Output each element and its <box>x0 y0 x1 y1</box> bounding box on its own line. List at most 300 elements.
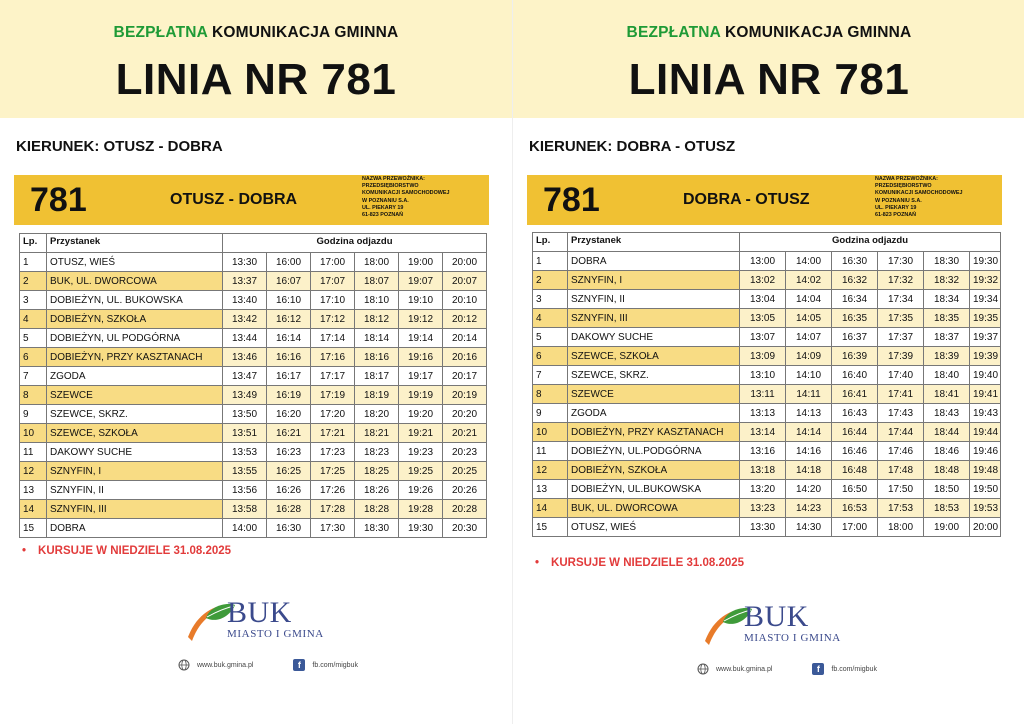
departure-time: 13:00 <box>740 252 786 271</box>
departure-time: 17:34 <box>878 290 924 309</box>
departure-time: 17:50 <box>878 480 924 499</box>
departure-time: 19:50 <box>970 480 1001 499</box>
carrier-line: PRZEDSIĘBIORSTWO <box>875 183 932 190</box>
website-link[interactable]: www.buk.gmina.pl <box>716 665 773 673</box>
departure-time: 13:09 <box>740 347 786 366</box>
globe-icon <box>697 663 709 675</box>
departure-time: 18:48 <box>924 461 970 480</box>
departure-time: 17:39 <box>878 347 924 366</box>
departure-time: 16:12 <box>267 310 311 329</box>
departure-time: 18:26 <box>355 481 399 500</box>
departure-time: 18:30 <box>924 252 970 271</box>
table-row <box>533 309 1001 328</box>
departure-time: 13:55 <box>223 462 267 481</box>
departure-time: 20:26 <box>443 481 487 500</box>
carrier-line: UL. PIEKARY 19 <box>362 204 404 211</box>
departure-time: 14:02 <box>786 271 832 290</box>
departure-time: 13:30 <box>740 518 786 537</box>
departure-time: 13:50 <box>223 405 267 424</box>
departure-time: 18:16 <box>355 348 399 367</box>
table-row <box>20 272 487 291</box>
header-subtitle <box>0 24 512 42</box>
departure-time: 13:37 <box>223 272 267 291</box>
departure-time: 19:53 <box>970 499 1001 518</box>
departure-time: 13:11 <box>740 385 786 404</box>
departure-time: 18:12 <box>355 310 399 329</box>
table-row <box>20 348 487 367</box>
stop-number: 13 <box>20 481 47 500</box>
departure-time: 20:30 <box>443 519 487 538</box>
departure-time: 19:30 <box>399 519 443 538</box>
table-row <box>533 366 1001 385</box>
departure-time: 13:13 <box>740 404 786 423</box>
departure-time: 16:20 <box>267 405 311 424</box>
departure-time: 18:25 <box>355 462 399 481</box>
departure-time: 19:17 <box>399 367 443 386</box>
stop-name: SZEWCE, SZKOŁA <box>568 347 740 366</box>
departure-time: 14:07 <box>786 328 832 347</box>
departure-time: 14:04 <box>786 290 832 309</box>
departure-time: 19:07 <box>399 272 443 291</box>
departure-time: 13:58 <box>223 500 267 519</box>
carrier-line: W POZNANIU S.A. <box>362 197 409 204</box>
stop-number: 12 <box>533 461 568 480</box>
departure-time: 20:14 <box>443 329 487 348</box>
stop-name: OTUSZ, WIEŚ <box>47 253 223 272</box>
bullet-icon: • <box>535 557 540 569</box>
table-row <box>533 385 1001 404</box>
departure-time: 19:41 <box>970 385 1001 404</box>
departure-time: 18:07 <box>355 272 399 291</box>
departure-time: 13:18 <box>740 461 786 480</box>
departure-time: 20:20 <box>443 405 487 424</box>
carrier-line: UL. PIEKARY 19 <box>875 204 917 211</box>
stop-number: 9 <box>20 405 47 424</box>
free-label: BEZPŁATNA <box>113 24 208 41</box>
departure-time: 20:00 <box>443 253 487 272</box>
header-stop: Przystanek <box>568 233 740 252</box>
departure-time: 19:40 <box>970 366 1001 385</box>
departure-time: 17:00 <box>832 518 878 537</box>
stop-number: 8 <box>20 386 47 405</box>
stop-number: 5 <box>533 328 568 347</box>
departure-time: 16:00 <box>267 253 311 272</box>
departure-time: 18:14 <box>355 329 399 348</box>
stop-name: SZNYFIN, II <box>47 481 223 500</box>
stop-name: ZGODA <box>568 404 740 423</box>
logo-subtitle: MIASTO I GMINA <box>227 628 324 640</box>
departure-time: 14:00 <box>223 519 267 538</box>
departure-time: 20:10 <box>443 291 487 310</box>
departure-time: 13:49 <box>223 386 267 405</box>
departure-time: 16:30 <box>832 252 878 271</box>
departure-time: 18:40 <box>924 366 970 385</box>
departure-time: 17:53 <box>878 499 924 518</box>
departure-time: 16:16 <box>267 348 311 367</box>
stop-number: 10 <box>533 423 568 442</box>
stop-name: OTUSZ, WIEŚ <box>568 518 740 537</box>
departure-time: 19:16 <box>399 348 443 367</box>
departure-time: 17:07 <box>311 272 355 291</box>
departure-time: 14:14 <box>786 423 832 442</box>
departure-time: 17:30 <box>878 252 924 271</box>
stop-number: 14 <box>20 500 47 519</box>
departure-time: 18:21 <box>355 424 399 443</box>
stop-name: DOBIEŻYN, UL.PODGÓRNA <box>568 442 740 461</box>
departure-time: 16:14 <box>267 329 311 348</box>
table-row <box>20 462 487 481</box>
stop-number: 4 <box>533 309 568 328</box>
departure-time: 16:53 <box>832 499 878 518</box>
stop-number: 2 <box>20 272 47 291</box>
header-times: Godzina odjazdu <box>223 234 487 253</box>
footer <box>697 663 877 675</box>
departure-time: 14:20 <box>786 480 832 499</box>
departure-time: 18:46 <box>924 442 970 461</box>
table-row <box>533 271 1001 290</box>
logo-name: BUK <box>227 596 292 629</box>
stop-name: DOBIEŻYN, UL PODGÓRNA <box>47 329 223 348</box>
departure-time: 18:10 <box>355 291 399 310</box>
departure-time: 14:09 <box>786 347 832 366</box>
departure-time: 17:20 <box>311 405 355 424</box>
table-row <box>20 519 487 538</box>
stop-number: 6 <box>20 348 47 367</box>
departure-time: 19:39 <box>970 347 1001 366</box>
departure-time: 17:17 <box>311 367 355 386</box>
website-link[interactable]: www.buk.gmina.pl <box>197 661 254 669</box>
stop-number: 15 <box>20 519 47 538</box>
header-stop: Przystanek <box>47 234 223 253</box>
departure-time: 19:00 <box>924 518 970 537</box>
direction-label: KIERUNEK: OTUSZ - DOBRA <box>16 138 223 155</box>
stop-name: SZEWCE, SKRZ. <box>568 366 740 385</box>
stop-number: 6 <box>533 347 568 366</box>
stop-number: 14 <box>533 499 568 518</box>
timetable <box>532 232 1001 537</box>
departure-time: 19:34 <box>970 290 1001 309</box>
departure-time: 16:23 <box>267 443 311 462</box>
departure-time: 20:17 <box>443 367 487 386</box>
departure-time: 16:25 <box>267 462 311 481</box>
departure-time: 18:17 <box>355 367 399 386</box>
stop-number: 2 <box>533 271 568 290</box>
route-label: DOBRA - OTUSZ <box>683 191 810 208</box>
departure-time: 19:23 <box>399 443 443 462</box>
departure-time: 18:43 <box>924 404 970 423</box>
departure-time: 13:51 <box>223 424 267 443</box>
departure-time: 19:32 <box>970 271 1001 290</box>
facebook-icon: f <box>812 663 824 675</box>
logo-subtitle: MIASTO I GMINA <box>744 632 841 644</box>
departure-time: 17:16 <box>311 348 355 367</box>
departure-time: 17:48 <box>878 461 924 480</box>
stop-number: 3 <box>20 291 47 310</box>
departure-time: 16:32 <box>832 271 878 290</box>
departure-time: 14:16 <box>786 442 832 461</box>
stop-name: ZGODA <box>47 367 223 386</box>
transport-label: KOMUNIKACJA GMINNA <box>212 24 399 41</box>
line-band <box>527 175 1002 225</box>
departure-time: 16:35 <box>832 309 878 328</box>
departure-time: 17:10 <box>311 291 355 310</box>
table-row <box>20 367 487 386</box>
stop-name: SZNYFIN, III <box>568 309 740 328</box>
departure-time: 17:32 <box>878 271 924 290</box>
departure-time: 18:41 <box>924 385 970 404</box>
table-row <box>533 518 1001 537</box>
departure-time: 16:48 <box>832 461 878 480</box>
departure-time: 13:47 <box>223 367 267 386</box>
table-header-row <box>533 233 1001 252</box>
departure-time: 17:12 <box>311 310 355 329</box>
departure-time: 18:32 <box>924 271 970 290</box>
transport-label: KOMUNIKACJA GMINNA <box>725 24 912 41</box>
departure-time: 16:07 <box>267 272 311 291</box>
carrier-info <box>875 176 962 219</box>
departure-time: 16:26 <box>267 481 311 500</box>
departure-time: 16:19 <box>267 386 311 405</box>
facebook-link[interactable]: fb.com/migbuk <box>312 661 358 669</box>
departure-time: 17:21 <box>311 424 355 443</box>
departure-time: 19:26 <box>399 481 443 500</box>
departure-time: 19:20 <box>399 405 443 424</box>
departure-time: 13:16 <box>740 442 786 461</box>
departure-time: 17:25 <box>311 462 355 481</box>
departure-time: 18:20 <box>355 405 399 424</box>
carrier-line: PRZEDSIĘBIORSTWO <box>362 183 419 190</box>
departure-time: 18:44 <box>924 423 970 442</box>
departure-time: 13:04 <box>740 290 786 309</box>
stop-number: 11 <box>20 443 47 462</box>
table-row <box>20 481 487 500</box>
table-row <box>20 310 487 329</box>
departure-time: 17:35 <box>878 309 924 328</box>
departure-time: 17:44 <box>878 423 924 442</box>
note-text: KURSUJE W NIEDZIELE 31.08.2025 <box>551 557 745 569</box>
departure-time: 20:25 <box>443 462 487 481</box>
stop-name: DOBIEŻYN, PRZY KASZTANACH <box>47 348 223 367</box>
departure-time: 14:05 <box>786 309 832 328</box>
stop-name: SZNYFIN, I <box>568 271 740 290</box>
departure-time: 14:00 <box>786 252 832 271</box>
departure-time: 17:30 <box>311 519 355 538</box>
departure-time: 13:02 <box>740 271 786 290</box>
table-row <box>20 405 487 424</box>
departure-time: 20:21 <box>443 424 487 443</box>
timetable-panel-dobra-otusz <box>512 0 1024 724</box>
departure-time: 19:48 <box>970 461 1001 480</box>
departure-time: 17:28 <box>311 500 355 519</box>
departure-time: 19:19 <box>399 386 443 405</box>
departure-time: 18:34 <box>924 290 970 309</box>
departure-time: 13:30 <box>223 253 267 272</box>
header-banner <box>513 0 1024 118</box>
departure-time: 16:21 <box>267 424 311 443</box>
departure-time: 18:00 <box>878 518 924 537</box>
table-row <box>533 480 1001 499</box>
departure-time: 16:41 <box>832 385 878 404</box>
stop-name: SZNYFIN, I <box>47 462 223 481</box>
service-note <box>535 557 744 569</box>
departure-time: 20:12 <box>443 310 487 329</box>
carrier-line: NAZWA PRZEWOŹNIKA: <box>362 176 425 182</box>
table-row <box>533 442 1001 461</box>
departure-time: 16:10 <box>267 291 311 310</box>
departure-time: 19:44 <box>970 423 1001 442</box>
departure-time: 18:23 <box>355 443 399 462</box>
departure-time: 16:40 <box>832 366 878 385</box>
table-row <box>533 290 1001 309</box>
departure-time: 13:40 <box>223 291 267 310</box>
line-number: 781 <box>30 181 87 219</box>
departure-time: 19:14 <box>399 329 443 348</box>
departure-time: 17:37 <box>878 328 924 347</box>
stop-number: 5 <box>20 329 47 348</box>
table-row <box>20 386 487 405</box>
stop-name: SZEWCE, SZKOŁA <box>47 424 223 443</box>
departure-time: 16:34 <box>832 290 878 309</box>
route-label: OTUSZ - DOBRA <box>170 191 298 208</box>
stop-name: SZEWCE, SKRZ. <box>47 405 223 424</box>
note-text: KURSUJE W NIEDZIELE 31.08.2025 <box>38 545 232 557</box>
carrier-line: 61-823 POZNAŃ <box>875 212 917 219</box>
departure-time: 16:50 <box>832 480 878 499</box>
departure-time: 18:39 <box>924 347 970 366</box>
stop-name: SZNYFIN, III <box>47 500 223 519</box>
stop-number: 13 <box>533 480 568 499</box>
departure-time: 18:28 <box>355 500 399 519</box>
departure-time: 14:10 <box>786 366 832 385</box>
stop-name: DAKOWY SUCHE <box>47 443 223 462</box>
departure-time: 16:30 <box>267 519 311 538</box>
service-note <box>22 545 231 557</box>
stop-number: 1 <box>20 253 47 272</box>
departure-time: 16:28 <box>267 500 311 519</box>
table-row <box>20 253 487 272</box>
departure-time: 19:30 <box>970 252 1001 271</box>
departure-time: 14:30 <box>786 518 832 537</box>
departure-time: 17:26 <box>311 481 355 500</box>
stop-number: 11 <box>533 442 568 461</box>
facebook-link[interactable]: fb.com/migbuk <box>831 665 877 673</box>
stop-name: DOBIEŻYN, PRZY KASZTANACH <box>568 423 740 442</box>
line-band <box>14 175 489 225</box>
departure-time: 16:43 <box>832 404 878 423</box>
table-row <box>533 328 1001 347</box>
departure-time: 13:56 <box>223 481 267 500</box>
stop-number: 12 <box>20 462 47 481</box>
departure-time: 19:10 <box>399 291 443 310</box>
stop-number: 15 <box>533 518 568 537</box>
stop-number: 4 <box>20 310 47 329</box>
stop-number: 10 <box>20 424 47 443</box>
table-row <box>533 404 1001 423</box>
header-times: Godzina odjazdu <box>740 233 1001 252</box>
stop-name: DOBRA <box>568 252 740 271</box>
departure-time: 13:20 <box>740 480 786 499</box>
departure-time: 13:42 <box>223 310 267 329</box>
logo-name: BUK <box>744 600 809 633</box>
departure-time: 13:23 <box>740 499 786 518</box>
departure-time: 17:14 <box>311 329 355 348</box>
departure-time: 14:13 <box>786 404 832 423</box>
departure-time: 17:40 <box>878 366 924 385</box>
stop-name: BUK, UL. DWORCOWA <box>47 272 223 291</box>
direction-label: KIERUNEK: DOBRA - OTUSZ <box>529 138 736 155</box>
departure-time: 14:18 <box>786 461 832 480</box>
table-row <box>20 291 487 310</box>
departure-time: 18:50 <box>924 480 970 499</box>
departure-time: 19:28 <box>399 500 443 519</box>
departure-time: 20:28 <box>443 500 487 519</box>
facebook-icon: f <box>293 659 305 671</box>
header-banner <box>0 0 512 118</box>
departure-time: 19:37 <box>970 328 1001 347</box>
departure-time: 13:05 <box>740 309 786 328</box>
departure-time: 16:39 <box>832 347 878 366</box>
departure-time: 20:23 <box>443 443 487 462</box>
buk-logo <box>186 597 326 647</box>
departure-time: 18:53 <box>924 499 970 518</box>
departure-time: 16:46 <box>832 442 878 461</box>
table-row <box>533 499 1001 518</box>
carrier-line: KOMUNIKACJI SAMOCHODOWEJ <box>875 190 963 197</box>
line-title: LINIA NR 781 <box>115 55 397 104</box>
stop-number: 8 <box>533 385 568 404</box>
stop-name: BUK, UL. DWORCOWA <box>568 499 740 518</box>
departure-time: 19:00 <box>399 253 443 272</box>
departure-time: 14:23 <box>786 499 832 518</box>
carrier-line: W POZNANIU S.A. <box>875 197 922 204</box>
globe-icon <box>178 659 190 671</box>
bullet-icon: • <box>22 545 27 557</box>
departure-time: 20:16 <box>443 348 487 367</box>
departure-time: 13:46 <box>223 348 267 367</box>
departure-time: 20:19 <box>443 386 487 405</box>
header-lp: Lp. <box>533 233 568 252</box>
departure-time: 18:30 <box>355 519 399 538</box>
departure-time: 18:35 <box>924 309 970 328</box>
departure-time: 19:12 <box>399 310 443 329</box>
stop-number: 1 <box>533 252 568 271</box>
table-row <box>533 423 1001 442</box>
timetable <box>19 233 487 538</box>
stop-name: DOBIEŻYN, UL. BUKOWSKA <box>47 291 223 310</box>
table-row <box>20 443 487 462</box>
departure-time: 18:00 <box>355 253 399 272</box>
stop-number: 7 <box>533 366 568 385</box>
line-number: 781 <box>543 181 600 219</box>
carrier-line: KOMUNIKACJI SAMOCHODOWEJ <box>362 190 450 197</box>
table-header-row <box>20 234 487 253</box>
departure-time: 16:44 <box>832 423 878 442</box>
table-row <box>20 500 487 519</box>
departure-time: 19:35 <box>970 309 1001 328</box>
stop-number: 9 <box>533 404 568 423</box>
stop-name: SZEWCE <box>568 385 740 404</box>
departure-time: 17:43 <box>878 404 924 423</box>
departure-time: 14:11 <box>786 385 832 404</box>
departure-time: 16:17 <box>267 367 311 386</box>
stop-name: DOBRA <box>47 519 223 538</box>
header-subtitle <box>513 24 1024 42</box>
departure-time: 13:44 <box>223 329 267 348</box>
departure-time: 19:21 <box>399 424 443 443</box>
departure-time: 19:46 <box>970 442 1001 461</box>
footer <box>178 659 358 671</box>
stop-name: SZEWCE <box>47 386 223 405</box>
